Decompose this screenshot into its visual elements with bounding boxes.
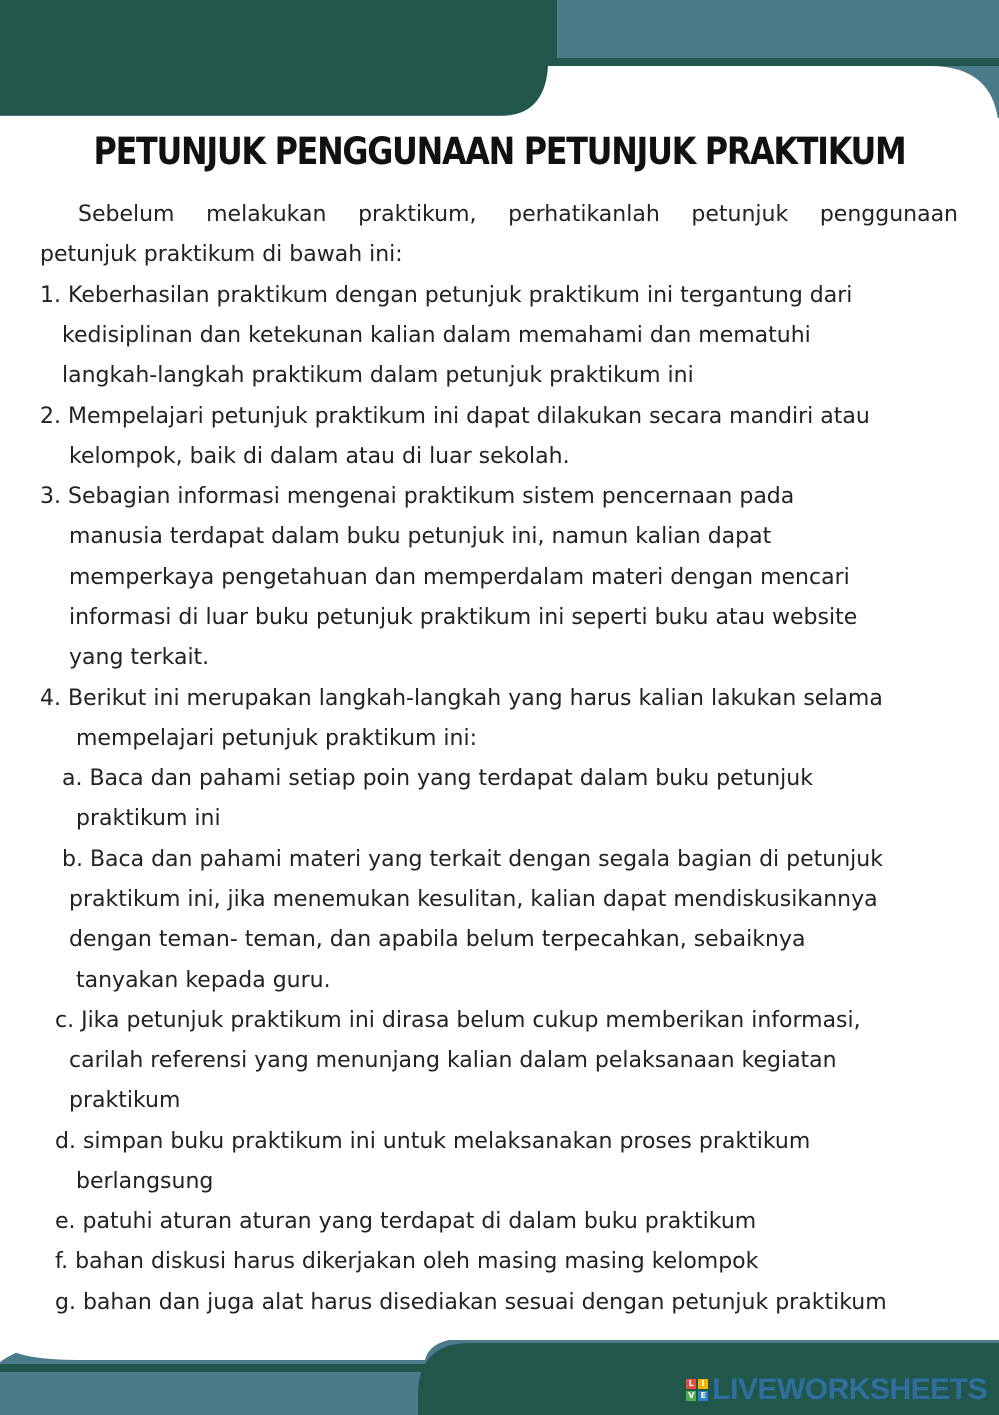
text-line: carilah referensi yang menunjang kalian dalam pelaksanaan kegiatan	[69, 1048, 837, 1073]
text-line: tanyakan kepada guru.	[76, 968, 331, 993]
intro-line: Sebelum melakukan praktikum, perhatikanlah petunjuk penggunaan	[78, 202, 958, 227]
text-line: petunjuk praktikum di bawah ini:	[40, 242, 403, 267]
logo-mark-icon: L I V E	[686, 1379, 708, 1401]
text-line: informasi di luar buku petunjuk praktikum ini seperti buku atau website	[69, 605, 858, 630]
sub-item-a: a. Baca dan pahami setiap poin yang terdapat dalam buku petunjuk	[62, 766, 813, 791]
text-line: praktikum ini	[76, 806, 221, 831]
list-item-1: 1. Keberhasilan praktikum dengan petunjuk praktikum ini tergantung dari	[40, 283, 853, 308]
text-line: langkah-langkah praktikum dalam petunjuk praktikum ini	[62, 363, 694, 388]
text-line: manusia terdapat dalam buku petunjuk ini, namun kalian dapat	[69, 524, 772, 549]
text-line: kelompok, baik di dalam atau di luar sekolah.	[69, 444, 570, 469]
list-item-2: 2. Mempelajari petunjuk praktikum ini dapat dilakukan secara mandiri atau	[40, 404, 870, 429]
text-line: dengan teman- teman, dan apabila belum terpecahkan, sebaiknya	[69, 927, 806, 952]
sub-item-g: g. bahan dan juga alat harus disediakan sesuai dengan petunjuk praktikum	[55, 1290, 887, 1315]
text-line: yang terkait.	[69, 645, 210, 670]
sub-item-e: e. patuhi aturan aturan yang terdapat di dalam buku praktikum	[55, 1209, 757, 1234]
top-green-stripe	[540, 58, 999, 66]
sub-item-f: f. bahan diskusi harus dikerjakan oleh masing masing kelompok	[55, 1249, 759, 1274]
sub-item-b: b. Baca dan pahami materi yang terkait dengan segala bagian di petunjuk	[62, 847, 883, 872]
text-line: kedisiplinan dan ketekunan kalian dalam memahami dan mematuhi	[62, 323, 811, 348]
top-green-block	[0, 0, 557, 115]
sub-item-c: c. Jika petunjuk praktikum ini dirasa belum cukup memberikan informasi,	[55, 1008, 861, 1033]
text-line: berlangsung	[76, 1169, 214, 1194]
text-line: praktikum	[69, 1088, 181, 1113]
list-item-3: 3. Sebagian informasi mengenai praktikum sistem pencernaan pada	[40, 484, 795, 509]
liveworksheets-logo[interactable]	[686, 1373, 987, 1407]
sub-item-d: d. simpan buku praktikum ini untuk melaksanakan proses praktikum	[55, 1129, 811, 1154]
text-line: memperkaya pengetahuan dan memperdalam materi dengan mencari	[69, 565, 850, 590]
page-title: PETUNJUK PENGGUNAAN PETUNJUK PRAKTIKUM	[93, 130, 906, 173]
bottom-green-stripe	[0, 1364, 440, 1372]
text-line: praktikum ini, jika menemukan kesulitan, kalian dapat mendiskusikannya	[69, 887, 878, 912]
list-item-4: 4. Berikut ini merupakan langkah-langkah yang harus kalian lakukan selama	[40, 686, 883, 711]
logo-text: LIVEWORKSHEETS	[712, 1373, 987, 1406]
text-line: mempelajari petunjuk praktikum ini:	[76, 726, 478, 751]
